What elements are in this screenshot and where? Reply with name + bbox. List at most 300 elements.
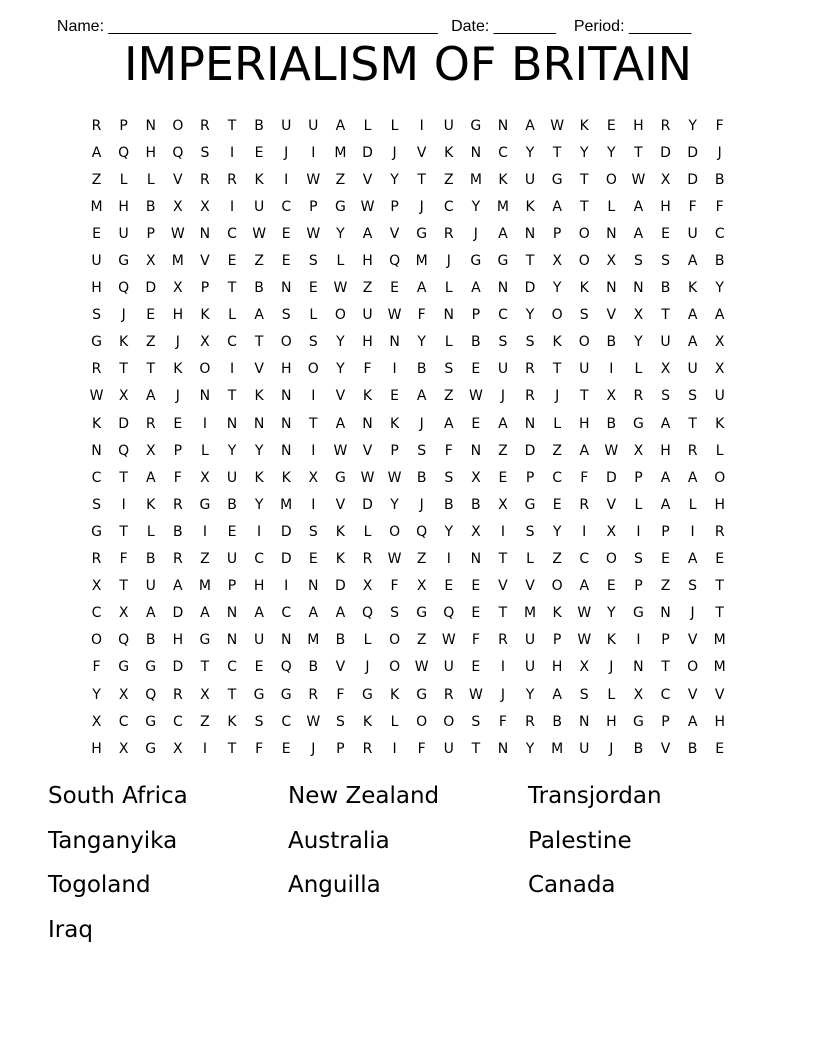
grid-letter[interactable]: R (714, 523, 725, 540)
grid-letter[interactable]: U (579, 361, 590, 378)
grid-letter[interactable]: K (498, 171, 508, 188)
grid-letter[interactable]: A (173, 578, 183, 595)
grid-letter[interactable]: M (713, 659, 726, 676)
grid-letter[interactable]: H (253, 578, 265, 595)
grid-letter[interactable]: N (524, 225, 536, 242)
grid-letter[interactable]: N (280, 280, 292, 297)
grid-letter[interactable]: S (471, 713, 481, 730)
grid-letter[interactable]: P (146, 225, 155, 242)
grid-letter[interactable]: K (254, 388, 264, 405)
grid-letter[interactable]: K (335, 523, 345, 540)
grid-letter[interactable]: K (119, 334, 129, 351)
grid-letter[interactable]: Y (336, 225, 345, 242)
grid-letter[interactable]: A (579, 578, 590, 595)
grid-letter[interactable]: R (91, 551, 102, 568)
grid-letter[interactable]: W (577, 605, 592, 622)
grid-letter[interactable]: A (660, 415, 671, 432)
grid-letter[interactable]: P (661, 713, 670, 730)
grid-letter[interactable]: C (91, 605, 102, 622)
grid-letter[interactable]: D (605, 469, 617, 486)
grid-letter[interactable]: X (552, 253, 562, 270)
grid-letter[interactable]: V (389, 225, 400, 242)
grid-letter[interactable]: W (577, 632, 592, 649)
grid-letter[interactable]: X (118, 605, 129, 622)
grid-letter[interactable]: W (604, 442, 619, 459)
grid-letter[interactable]: Y (552, 523, 562, 540)
grid-letter[interactable]: Z (200, 713, 210, 730)
grid-letter[interactable]: X (633, 686, 644, 703)
grid-letter[interactable]: J (446, 253, 451, 270)
grid-letter[interactable]: X (118, 388, 129, 405)
grid-letter[interactable]: O (389, 632, 401, 649)
grid-letter[interactable]: N (308, 578, 319, 595)
grid-letter[interactable]: R (308, 686, 319, 703)
grid-letter[interactable]: A (145, 605, 156, 622)
grid-letter[interactable]: J (473, 225, 478, 242)
grid-letter[interactable]: S (308, 523, 318, 540)
grid-letter[interactable]: V (335, 388, 346, 405)
grid-letter[interactable]: Y (579, 144, 589, 161)
grid-letter[interactable]: W (333, 442, 348, 459)
grid-letter[interactable]: T (119, 523, 128, 540)
grid-letter[interactable]: X (633, 442, 644, 459)
grid-letter[interactable]: M (90, 198, 103, 215)
grid-letter[interactable]: D (335, 578, 346, 595)
grid-letter[interactable]: I (202, 740, 207, 757)
grid-letter[interactable]: W (387, 551, 402, 568)
grid-letter[interactable]: L (634, 361, 643, 378)
grid-letter[interactable]: E (715, 551, 725, 568)
grid-letter[interactable]: I (419, 117, 424, 134)
grid-letter[interactable]: V (714, 686, 725, 703)
grid-letter[interactable]: T (200, 659, 210, 676)
grid-letter[interactable]: N (280, 415, 292, 432)
grid-letter[interactable]: S (688, 388, 698, 405)
grid-letter[interactable]: A (308, 605, 319, 622)
grid-letter[interactable]: S (579, 307, 589, 324)
grid-letter[interactable]: G (118, 253, 130, 270)
grid-letter[interactable]: P (390, 442, 399, 459)
grid-letter[interactable]: S (308, 334, 318, 351)
grid-letter[interactable]: B (552, 713, 562, 730)
grid-letter[interactable]: L (390, 117, 399, 134)
grid-letter[interactable]: G (362, 686, 373, 703)
grid-letter[interactable]: K (525, 198, 535, 215)
grid-letter[interactable]: F (336, 686, 345, 703)
grid-letter[interactable]: B (416, 361, 427, 378)
grid-letter[interactable]: S (281, 307, 291, 324)
grid-letter[interactable]: X (714, 361, 725, 378)
grid-letter[interactable]: H (633, 117, 644, 134)
grid-letter[interactable]: B (606, 334, 617, 351)
grid-letter[interactable]: I (202, 523, 207, 540)
grid-letter[interactable]: I (500, 523, 506, 540)
grid-letter[interactable]: O (687, 659, 699, 676)
grid-letter[interactable]: K (200, 307, 210, 324)
grid-letter[interactable]: N (389, 334, 400, 351)
grid-letter[interactable]: U (308, 117, 319, 134)
grid-letter[interactable]: X (118, 686, 129, 703)
grid-letter[interactable]: G (145, 740, 157, 757)
grid-letter[interactable]: T (119, 469, 128, 486)
grid-letter[interactable]: H (660, 198, 671, 215)
grid-letter[interactable]: J (311, 740, 316, 757)
grid-letter[interactable]: L (119, 171, 128, 188)
grid-letter[interactable]: P (119, 117, 128, 134)
grid-letter[interactable]: E (308, 280, 318, 297)
grid-letter[interactable]: W (333, 280, 348, 297)
grid-letter[interactable]: S (254, 713, 264, 730)
grid-letter[interactable]: S (417, 442, 427, 459)
grid-letter[interactable]: I (311, 496, 316, 513)
grid-letter[interactable]: X (200, 686, 210, 703)
grid-letter[interactable]: N (633, 659, 644, 676)
grid-letter[interactable]: P (525, 469, 535, 486)
grid-letter[interactable]: B (471, 334, 481, 351)
grid-letter[interactable]: T (661, 307, 670, 324)
grid-letter[interactable]: U (687, 225, 698, 242)
grid-letter[interactable]: I (582, 523, 587, 540)
grid-letter[interactable]: U (253, 198, 265, 215)
grid-letter[interactable]: F (471, 632, 480, 649)
grid-letter[interactable]: C (172, 713, 183, 730)
grid-letter[interactable]: R (362, 551, 373, 568)
grid-letter[interactable]: A (254, 605, 264, 622)
grid-letter[interactable]: I (311, 442, 316, 459)
grid-letter[interactable]: N (145, 117, 156, 134)
grid-letter[interactable]: I (202, 415, 207, 432)
grid-letter[interactable]: A (552, 198, 562, 215)
grid-letter[interactable]: A (633, 225, 644, 242)
grid-letter[interactable]: H (714, 713, 725, 730)
grid-letter[interactable]: D (172, 605, 184, 622)
grid-letter[interactable]: E (606, 117, 616, 134)
grid-letter[interactable]: H (172, 632, 184, 649)
grid-letter[interactable]: G (145, 659, 157, 676)
grid-letter[interactable]: E (661, 551, 670, 568)
grid-letter[interactable]: X (200, 469, 210, 486)
grid-letter[interactable]: E (227, 523, 237, 540)
grid-letter[interactable]: T (552, 144, 562, 161)
grid-letter[interactable]: E (254, 659, 264, 676)
grid-letter[interactable]: Z (416, 632, 427, 649)
grid-letter[interactable]: A (714, 307, 725, 324)
grid-letter[interactable]: E (606, 578, 616, 595)
grid-letter[interactable]: C (579, 551, 590, 568)
grid-letter[interactable]: B (471, 496, 481, 513)
grid-letter[interactable]: A (552, 686, 562, 703)
grid-letter[interactable]: B (633, 740, 644, 757)
grid-letter[interactable]: T (227, 740, 237, 757)
grid-letter[interactable]: F (255, 740, 264, 757)
grid-letter[interactable]: S (633, 253, 643, 270)
grid-letter[interactable]: R (91, 361, 102, 378)
grid-letter[interactable]: N (470, 551, 482, 568)
grid-letter[interactable]: N (199, 225, 211, 242)
grid-letter[interactable]: I (690, 523, 695, 540)
grid-letter[interactable]: A (145, 469, 156, 486)
grid-letter[interactable]: T (498, 551, 508, 568)
grid-letter[interactable]: Y (336, 361, 345, 378)
grid-letter[interactable]: D (362, 144, 373, 161)
grid-letter[interactable]: C (254, 551, 264, 568)
grid-letter[interactable]: N (497, 280, 509, 297)
grid-letter[interactable]: L (309, 307, 318, 324)
grid-letter[interactable]: U (579, 740, 590, 757)
grid-letter[interactable]: V (498, 578, 508, 595)
grid-letter[interactable]: N (280, 632, 292, 649)
grid-letter[interactable]: T (227, 686, 237, 703)
grid-letter[interactable]: I (121, 496, 126, 513)
grid-letter[interactable]: D (687, 171, 698, 188)
grid-letter[interactable]: D (172, 659, 184, 676)
grid-letter[interactable]: J (419, 198, 424, 215)
grid-letter[interactable]: F (498, 713, 507, 730)
grid-letter[interactable]: X (200, 334, 210, 351)
grid-letter[interactable]: G (632, 415, 644, 432)
grid-letter[interactable]: U (524, 632, 536, 649)
grid-letter[interactable]: R (200, 117, 210, 134)
grid-letter[interactable]: Q (118, 632, 130, 649)
grid-letter[interactable]: C (281, 198, 292, 215)
grid-letter[interactable]: Q (172, 144, 184, 161)
grid-letter[interactable]: X (660, 171, 671, 188)
grid-letter[interactable]: W (550, 117, 565, 134)
grid-letter[interactable]: A (687, 713, 698, 730)
grid-letter[interactable]: R (525, 361, 535, 378)
grid-letter[interactable]: W (306, 713, 321, 730)
grid-letter[interactable]: X (606, 388, 617, 405)
grid-letter[interactable]: C (498, 307, 508, 324)
grid-letter[interactable]: M (334, 144, 347, 161)
grid-letter[interactable]: G (416, 605, 428, 622)
grid-letter[interactable]: T (417, 171, 426, 188)
grid-letter[interactable]: F (363, 361, 372, 378)
grid-letter[interactable]: J (717, 144, 722, 161)
grid-letter[interactable]: G (118, 659, 130, 676)
grid-letter[interactable]: V (687, 632, 698, 649)
grid-letter[interactable]: L (444, 280, 453, 297)
grid-letter[interactable]: T (579, 198, 589, 215)
grid-letter[interactable]: D (524, 442, 536, 459)
grid-letter[interactable]: X (606, 253, 617, 270)
grid-letter[interactable]: G (497, 253, 509, 270)
grid-letter[interactable]: F (119, 551, 128, 568)
grid-letter[interactable]: W (252, 225, 267, 242)
grid-letter[interactable]: H (280, 361, 292, 378)
grid-letter[interactable]: P (552, 632, 562, 649)
grid-letter[interactable]: I (500, 659, 506, 676)
grid-letter[interactable]: Z (498, 442, 508, 459)
grid-letter[interactable]: Z (552, 551, 562, 568)
grid-letter[interactable]: Z (443, 171, 454, 188)
grid-letter[interactable]: A (335, 415, 346, 432)
grid-letter[interactable]: I (284, 578, 289, 595)
grid-letter[interactable]: R (525, 388, 535, 405)
grid-letter[interactable]: Z (552, 442, 562, 459)
grid-letter[interactable]: Z (145, 334, 156, 351)
grid-letter[interactable]: B (606, 415, 617, 432)
grid-letter[interactable]: X (118, 740, 129, 757)
grid-letter[interactable]: E (390, 388, 399, 405)
grid-letter[interactable]: J (609, 740, 614, 757)
grid-letter[interactable]: H (362, 334, 373, 351)
grid-letter[interactable]: L (146, 171, 155, 188)
grid-letter[interactable]: D (145, 280, 157, 297)
grid-letter[interactable]: U (714, 388, 725, 405)
grid-letter[interactable]: L (363, 632, 372, 649)
grid-letter[interactable]: E (308, 551, 318, 568)
grid-letter[interactable]: W (414, 659, 429, 676)
grid-letter[interactable]: A (687, 253, 698, 270)
grid-letter[interactable]: K (579, 117, 589, 134)
grid-letter[interactable]: H (606, 713, 617, 730)
grid-letter[interactable]: N (606, 280, 617, 297)
grid-letter[interactable]: T (552, 361, 562, 378)
grid-letter[interactable]: A (254, 307, 264, 324)
grid-letter[interactable]: J (419, 415, 424, 432)
grid-letter[interactable]: G (253, 686, 265, 703)
grid-letter[interactable]: E (146, 307, 156, 324)
grid-letter[interactable]: G (470, 253, 482, 270)
grid-letter[interactable]: A (579, 442, 590, 459)
grid-letter[interactable]: E (471, 415, 481, 432)
grid-letter[interactable]: Q (118, 280, 130, 297)
grid-letter[interactable]: S (498, 334, 508, 351)
grid-letter[interactable]: I (392, 361, 397, 378)
grid-letter[interactable]: H (551, 659, 563, 676)
grid-letter[interactable]: R (172, 551, 183, 568)
grid-letter[interactable]: F (92, 659, 101, 676)
grid-letter[interactable]: E (552, 496, 562, 513)
grid-letter[interactable]: P (634, 578, 643, 595)
grid-letter[interactable]: A (335, 605, 346, 622)
grid-letter[interactable]: T (227, 117, 237, 134)
grid-letter[interactable]: V (200, 253, 210, 270)
grid-letter[interactable]: A (91, 144, 102, 161)
grid-letter[interactable]: Y (607, 144, 616, 161)
grid-letter[interactable]: T (579, 171, 589, 188)
grid-letter[interactable]: I (311, 388, 316, 405)
grid-letter[interactable]: T (634, 144, 643, 161)
grid-letter[interactable]: R (91, 117, 102, 134)
grid-letter[interactable]: S (390, 605, 400, 622)
grid-letter[interactable]: C (227, 225, 237, 242)
grid-letter[interactable]: Q (118, 442, 130, 459)
grid-letter[interactable]: Y (525, 686, 535, 703)
grid-letter[interactable]: L (715, 442, 724, 459)
grid-letter[interactable]: C (552, 469, 563, 486)
grid-letter[interactable]: X (173, 740, 183, 757)
grid-letter[interactable]: U (253, 632, 265, 649)
grid-letter[interactable]: K (254, 171, 264, 188)
grid-letter[interactable]: A (362, 225, 373, 242)
grid-letter[interactable]: X (471, 469, 481, 486)
grid-letter[interactable]: R (443, 225, 454, 242)
grid-letter[interactable]: L (688, 496, 697, 513)
grid-letter[interactable]: J (609, 659, 614, 676)
grid-letter[interactable]: X (173, 198, 183, 215)
grid-letter[interactable]: N (578, 713, 590, 730)
grid-letter[interactable]: M (415, 253, 428, 270)
grid-letter[interactable]: O (551, 578, 563, 595)
grid-letter[interactable]: P (661, 523, 670, 540)
grid-letter[interactable]: A (416, 388, 427, 405)
grid-letter[interactable]: Z (200, 551, 210, 568)
grid-letter[interactable]: E (281, 740, 291, 757)
grid-letter[interactable]: E (471, 659, 481, 676)
grid-letter[interactable]: K (173, 361, 183, 378)
grid-letter[interactable]: Q (280, 659, 292, 676)
grid-letter[interactable]: A (687, 307, 698, 324)
grid-letter[interactable]: P (634, 469, 643, 486)
grid-letter[interactable]: K (579, 280, 589, 297)
grid-letter[interactable]: E (471, 578, 481, 595)
grid-letter[interactable]: P (471, 307, 481, 324)
grid-letter[interactable]: X (579, 659, 590, 676)
grid-letter[interactable]: O (91, 632, 103, 649)
grid-letter[interactable]: N (470, 144, 482, 161)
grid-letter[interactable]: T (661, 659, 670, 676)
grid-letter[interactable]: K (335, 551, 345, 568)
grid-letter[interactable]: E (661, 225, 670, 242)
grid-letter[interactable]: P (390, 198, 399, 215)
grid-letter[interactable]: U (226, 551, 238, 568)
grid-letter[interactable]: B (145, 632, 156, 649)
grid-letter[interactable]: M (280, 496, 293, 513)
grid-letter[interactable]: B (687, 740, 698, 757)
grid-letter[interactable]: H (660, 442, 671, 459)
grid-letter[interactable]: B (145, 198, 156, 215)
grid-letter[interactable]: F (715, 198, 724, 215)
grid-letter[interactable]: H (714, 496, 725, 513)
grid-letter[interactable]: O (714, 469, 726, 486)
grid-letter[interactable]: U (524, 659, 536, 676)
grid-letter[interactable]: S (335, 713, 345, 730)
grid-letter[interactable]: Z (254, 253, 264, 270)
grid-letter[interactable]: W (170, 225, 185, 242)
grid-letter[interactable]: C (227, 659, 237, 676)
grid-letter[interactable]: E (173, 415, 183, 432)
grid-letter[interactable]: G (470, 117, 482, 134)
grid-letter[interactable]: Y (525, 740, 535, 757)
grid-letter[interactable]: K (254, 469, 264, 486)
grid-letter[interactable]: B (660, 280, 671, 297)
grid-letter[interactable]: W (631, 171, 646, 188)
grid-letter[interactable]: O (416, 713, 428, 730)
grid-letter[interactable]: G (416, 225, 428, 242)
grid-letter[interactable]: R (687, 442, 698, 459)
grid-letter[interactable]: N (362, 415, 373, 432)
grid-letter[interactable]: H (578, 415, 590, 432)
grid-letter[interactable]: A (687, 469, 698, 486)
grid-letter[interactable]: D (362, 496, 373, 513)
grid-letter[interactable]: Q (443, 605, 455, 622)
grid-letter[interactable]: X (714, 334, 725, 351)
grid-letter[interactable]: U (118, 225, 129, 242)
grid-letter[interactable]: J (365, 659, 370, 676)
grid-letter[interactable]: R (172, 686, 183, 703)
grid-letter[interactable]: D (687, 144, 698, 161)
grid-letter[interactable]: Q (145, 686, 157, 703)
grid-letter[interactable]: J (175, 388, 180, 405)
grid-letter[interactable]: S (92, 496, 101, 513)
name-blank[interactable]: _____________________________________ (108, 18, 438, 35)
grid-letter[interactable]: J (121, 307, 126, 324)
grid-letter[interactable]: G (416, 686, 428, 703)
grid-letter[interactable]: K (552, 605, 562, 622)
grid-letter[interactable]: Y (715, 280, 724, 297)
